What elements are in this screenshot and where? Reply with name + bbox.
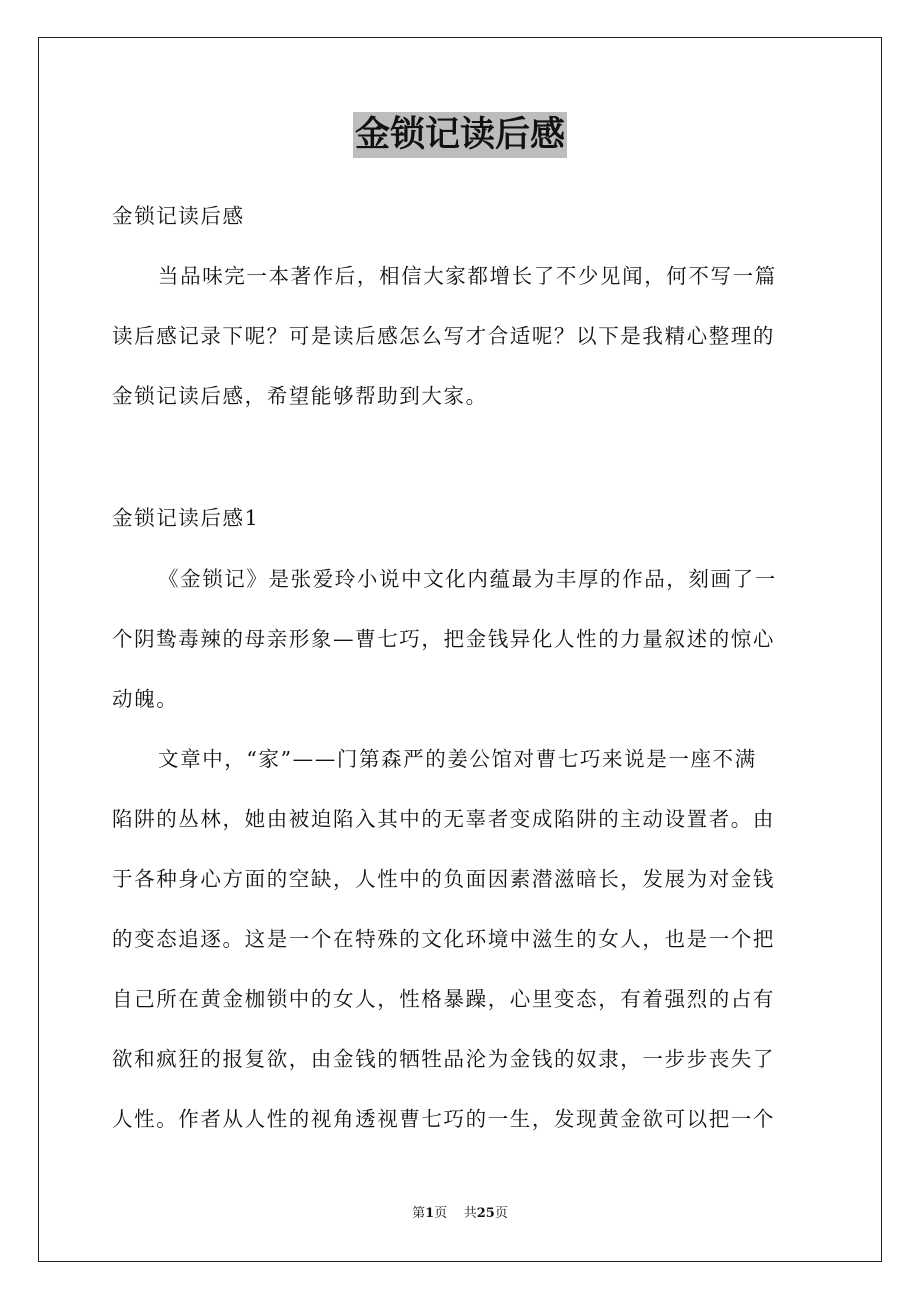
document-title: 金锁记读后感 [353,112,567,158]
section-heading: 金锁记读后感 [112,204,245,228]
paragraph-line: 陷阱的丛林，她由被迫陷入其中的无辜者变成陷阱的主动设置者。由 [112,807,775,831]
paragraph-line: 个阴鸷毒辣的母亲形象—曹七巧，把金钱异化人性的力量叙述的惊心 [112,627,775,651]
page-footer [0,1205,920,1223]
paragraph-line: 人性。作者从人性的视角透视曹七巧的一生，发现黄金欲可以把一个 [112,1107,775,1131]
section-heading: 金锁记读后感1 [112,506,260,530]
paragraph-line: 自己所在黄金枷锁中的女人，性格暴躁，心里变态，有着强烈的占有 [112,987,775,1011]
paragraph-line: 文章中，“家”——门第森严的姜公馆对曹七巧来说是一座不满 [158,747,757,771]
paragraph-line: 的变态追逐。这是一个在特殊的文化环境中滋生的女人，也是一个把 [112,927,775,951]
paragraph-line: 于各种身心方面的空缺，人性中的负面因素潜滋暗长，发展为对金钱 [112,867,775,891]
paragraph-line: 金锁记读后感，希望能够帮助到大家。 [112,384,488,408]
paragraph-line: 读后感记录下呢？可是读后感怎么写才合适呢？以下是我精心整理的 [112,324,775,348]
paragraph-line: 动魄。 [112,687,179,711]
footer-prefix: 第 [412,1206,426,1221]
paragraph-line: 当品味完一本著作后，相信大家都增长了不少见闻，何不写一篇 [158,264,777,288]
footer-total-pages: 25 [476,1206,495,1221]
paragraph-line: 《金锁记》是张爱玲小说中文化内蕴最为丰厚的作品，刻画了一 [158,567,777,591]
title-container [0,112,920,158]
footer-page-number: 1 [425,1206,435,1221]
footer-suffix: 页 [494,1206,508,1221]
paragraph-line: 欲和疯狂的报复欲，由金钱的牺牲品沦为金钱的奴隶，一步步丧失了 [112,1047,775,1071]
footer-mid: 页 共 [434,1206,477,1221]
